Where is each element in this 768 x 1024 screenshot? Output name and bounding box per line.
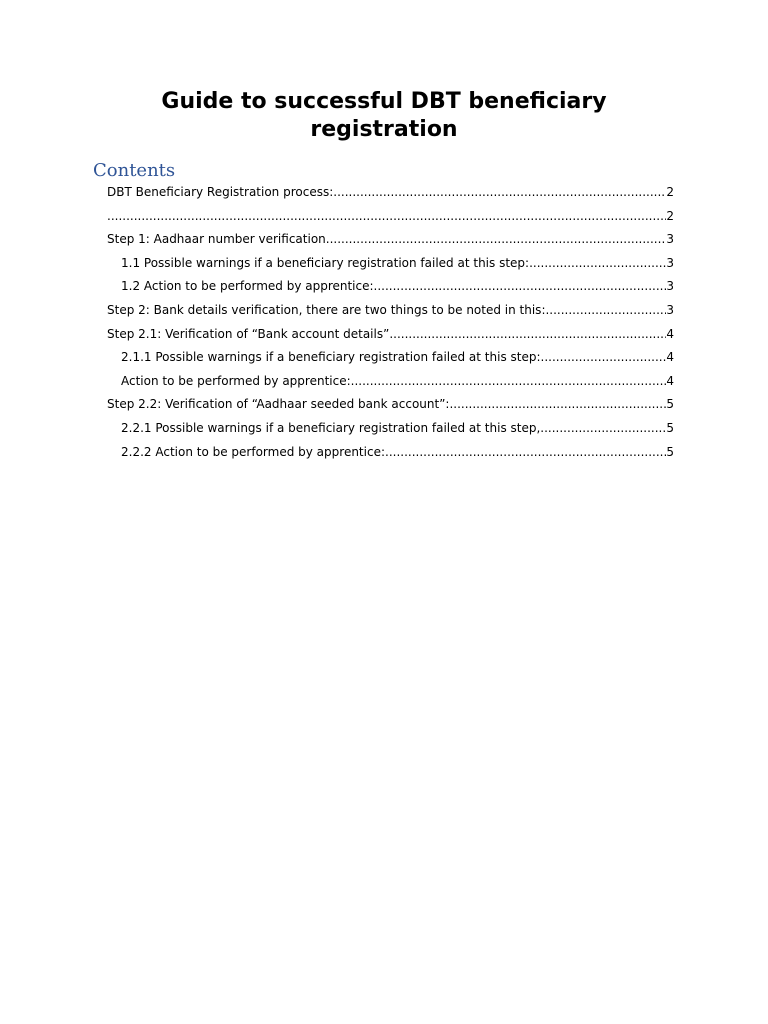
toc-entry-text: 2.2.1 Possible warnings if a beneficiary registration failed at this step,	[121, 420, 541, 435]
toc-page-number: 3	[666, 255, 674, 270]
table-of-contents	[107, 182, 674, 465]
toc-entry[interactable]	[107, 371, 674, 395]
toc-page-number: 4	[666, 326, 674, 341]
toc-page-number: 3	[666, 279, 674, 294]
toc-heading: Contents	[93, 160, 176, 181]
document-title: Guide to successful DBT beneficiary registration	[161, 89, 607, 142]
toc-entry[interactable]	[107, 182, 674, 206]
toc-dot-leader	[541, 347, 667, 367]
toc-entry-text: 1.1 Possible warnings if a beneficiary registration failed at this step:	[121, 255, 530, 270]
toc-entry[interactable]	[107, 300, 674, 324]
toc-dot-leader	[385, 442, 666, 462]
toc-entry[interactable]	[107, 324, 674, 348]
toc-entry[interactable]	[107, 229, 674, 253]
toc-entry[interactable]	[107, 442, 674, 466]
toc-dot-leader	[529, 253, 666, 273]
toc-page-number: 3	[666, 232, 674, 247]
toc-entry[interactable]	[107, 394, 674, 418]
toc-dot-leader	[540, 418, 666, 438]
toc-entry-text: 2.1.1 Possible warnings if a beneficiary registration failed at this step:	[121, 350, 541, 365]
toc-page-number: 2	[666, 208, 674, 223]
toc-dot-leader	[107, 206, 666, 226]
toc-entry-text: Step 2.2: Verification of “Aadhaar seeded bank account”:	[107, 397, 450, 412]
toc-entry[interactable]	[107, 253, 674, 277]
toc-entry-text: 2.2.2 Action to be performed by apprentice:	[121, 444, 385, 459]
toc-dot-leader	[333, 182, 666, 202]
toc-entry-text: Action to be performed by apprentice:	[121, 373, 351, 388]
toc-entry-text: Step 2.1: Verification of “Bank account details”	[107, 326, 390, 341]
toc-page-number: 5	[666, 397, 674, 412]
toc-entry[interactable]	[107, 418, 674, 442]
toc-entry-text: DBT Beneficiary Registration process:	[107, 185, 334, 199]
toc-entry-text: Step 2: Bank details verification, there are two things to be noted in this:	[107, 302, 546, 317]
toc-dot-leader	[374, 276, 667, 296]
toc-entry[interactable]	[107, 276, 674, 300]
toc-page-number: 2	[666, 185, 674, 199]
toc-page-number: 3	[666, 302, 674, 317]
toc-entry[interactable]	[107, 206, 674, 230]
toc-entry-text: Step 1: Aadhaar number verification	[107, 232, 326, 247]
toc-entry-text: 1.2 Action to be performed by apprentice:	[121, 279, 374, 294]
toc-page-number: 5	[666, 444, 674, 459]
toc-page-number: 4	[666, 373, 674, 388]
toc-dot-leader	[351, 371, 667, 391]
toc-page-number: 4	[666, 350, 674, 365]
toc-dot-leader	[449, 394, 666, 414]
toc-dot-leader	[326, 229, 667, 249]
toc-page-number: 5	[666, 420, 674, 435]
toc-dot-leader	[389, 324, 666, 344]
toc-entry[interactable]	[107, 347, 674, 371]
toc-dot-leader	[545, 300, 666, 320]
